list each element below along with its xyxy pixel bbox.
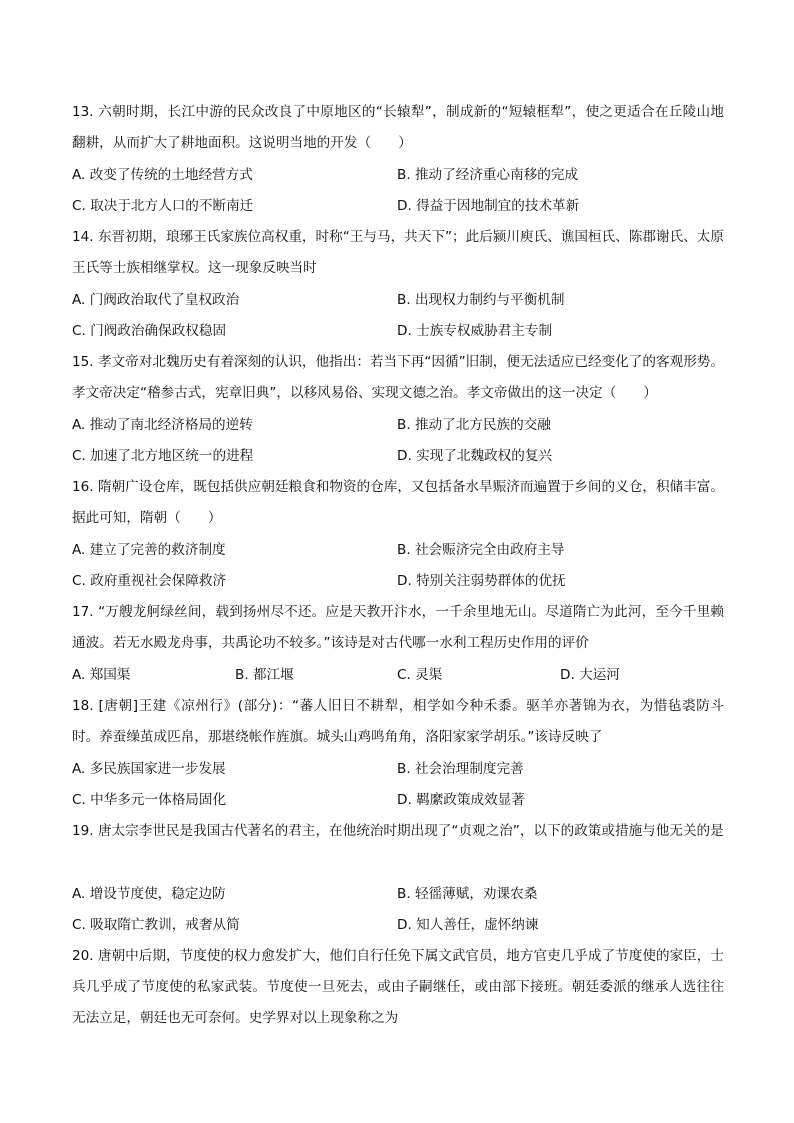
question-17-option-a[interactable]: A. 郑国渠 [72,667,131,683]
question-19-option-b[interactable]: B. 轻徭薄赋，劝课农桑 [397,886,538,902]
question-13-option-d[interactable]: D. 得益于因地制宜的技术革新 [397,198,580,214]
question-16-option-b[interactable]: B. 社会赈济完全由政府主导 [397,542,565,558]
question-17-option-d[interactable]: D. 大运河 [560,667,620,683]
question-16-option-c[interactable]: C. 政府重视社会保障救济 [72,573,227,589]
question-15-option-c[interactable]: C. 加速了北方地区统一的进程 [72,448,254,464]
question-17-option-c[interactable]: C. 灵渠 [397,667,443,683]
question-19-option-a[interactable]: A. 增设节度使，稳定边防 [72,886,226,902]
question-15-option-d[interactable]: D. 实现了北魏政权的复兴 [397,448,553,464]
question-14-option-c[interactable]: C. 门阀政治确保政权稳固 [72,323,227,339]
question-18-option-a[interactable]: A. 多民族国家进一步发展 [72,761,226,777]
question-16-option-a[interactable]: A. 建立了完善的救济制度 [72,542,226,558]
question-17-option-b[interactable]: B. 都江堰 [235,667,294,683]
question-19-option-c[interactable]: C. 吸取隋亡教训，戒奢从简 [72,917,240,933]
question-20-stem: 20. 唐朝中后期，节度使的权力愈发扩大，他们自行任免下属文武官员，地方官吏几乎成了节度使的家臣，士兵几乎成了节度使的私家武装。节度使一旦死去，或由子嗣继任，或由部下接班。朝廷委派的继承人选往往无法立足，朝廷也无可奈何。史学界对以上现象称之为 [72,948,724,1026]
question-14-option-d[interactable]: D. 士族专权威胁君主专制 [397,323,553,339]
question-19-option-d[interactable]: D. 知人善任，虚怀纳谏 [397,917,539,933]
question-19-stem: 19. 唐太宗李世民是我国古代著名的君主，在他统治时期出现了“贞观之治”，以下的政策或措施与他无关的是 [72,823,724,839]
question-14-option-a[interactable]: A. 门阀政治取代了皇权政治 [72,292,240,308]
question-14-stem: 14. 东晋初期，琅琊王氏家族位高权重，时称“王与马，共天下”；此后颍川庾氏、谯国桓氏、陈郡谢氏、太原王氏等士族相继掌权。这一现象反映当时 [72,229,724,276]
question-16-option-d[interactable]: D. 特别关注弱势群体的优抚 [397,573,566,589]
question-14-option-b[interactable]: B. 出现权力制约与平衡机制 [397,292,565,308]
question-15-option-a[interactable]: A. 推动了南北经济格局的逆转 [72,417,253,433]
question-16-stem: 16. 隋朝广设仓库，既包括供应朝廷粮食和物资的仓库，又包括备水旱赈济而遍置于乡间的义仓，积储丰富。据此可知，隋朝（ ） [72,479,724,526]
question-13-stem: 13. 六朝时期，长江中游的民众改良了中原地区的“长辕犁”，制成新的“短辕框犁”，使之更适合在丘陵山地翻耕，从而扩大了耕地面积。这说明当地的开发（ ） [72,104,724,151]
question-13-option-a[interactable]: A. 改变了传统的土地经营方式 [72,167,253,183]
question-15-option-b[interactable]: B. 推动了北方民族的交融 [397,417,551,433]
question-18-stem: 18. [唐朝]王建《凉州行》(部分)：“蕃人旧日不耕犁，相学如今种禾黍。驱羊亦著锦为衣，为惜毡裘防斗时。养蚕缲茧成匹帛，那堪绕帐作旌旗。城头山鸡鸣角角，洛阳家家学胡乐。”该诗反映了 [72,698,724,745]
question-13-option-c[interactable]: C. 取决于北方人口的不断南迁 [72,198,254,214]
question-18-option-c[interactable]: C. 中华多元一体格局固化 [72,792,227,808]
question-18-option-d[interactable]: D. 羁縻政策成效显著 [397,792,525,808]
question-17-stem: 17. “万艘龙舸绿丝间，载到扬州尽不还。应是天教开汴水，一千余里地无山。尽道隋亡为此河，至今千里赖通波。若无水殿龙舟事，共禹论功不较多。”该诗是对古代哪一水利工程历史作用的评价 [72,604,724,651]
question-18-option-b[interactable]: B. 社会治理制度完善 [397,761,524,777]
question-15-stem: 15. 孝文帝对北魏历史有着深刻的认识，他指出：若当下再“因循”旧制，便无法适应已经变化了的客观形势。孝文帝决定“稽参古式，宪章旧典”，以移风易俗、实现文德之治。孝文帝做出的这一决定（ ） [72,354,724,401]
question-13-option-b[interactable]: B. 推动了经济重心南移的完成 [397,167,579,183]
